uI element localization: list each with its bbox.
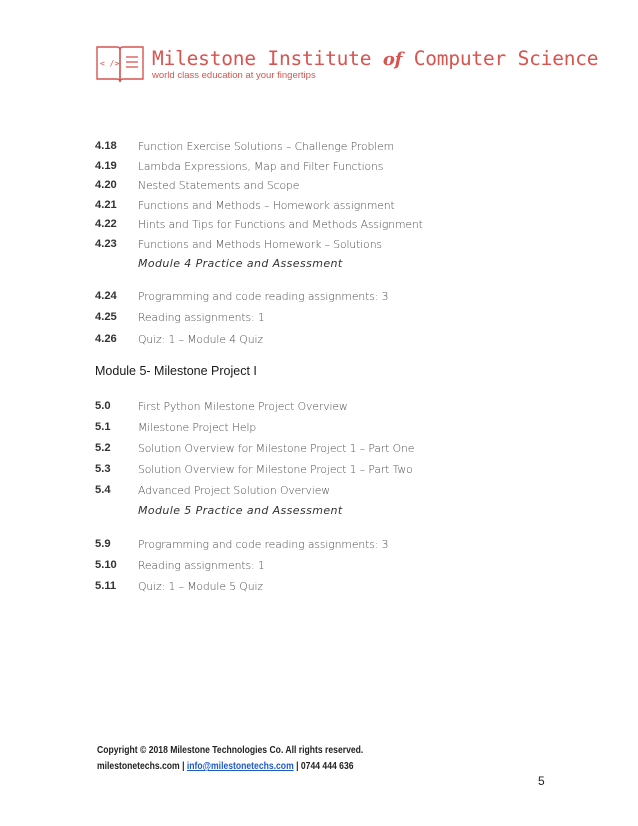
toc-row — [95, 480, 555, 500]
toc-row — [95, 396, 555, 416]
toc-row — [95, 534, 555, 554]
toc-title: Solution Overview for Milestone Project 1 – Part Two — [138, 462, 413, 476]
logo-glyph: < /> — [100, 59, 120, 68]
footer-contact — [97, 761, 354, 772]
toc-title: Quiz: 1 – Module 4 Quiz — [138, 332, 263, 346]
toc-number: 5.9 — [95, 538, 111, 550]
toc-number: 4.24 — [95, 290, 117, 302]
brand-title-of: of — [382, 49, 403, 70]
toc-number: 4.18 — [95, 140, 117, 152]
toc-row — [95, 417, 555, 437]
toc-number: 4.23 — [95, 238, 117, 250]
module-4-assessment-label: Module 4 Practice and Assessment — [138, 257, 343, 270]
page-number: 5 — [538, 774, 545, 788]
toc-row — [95, 438, 555, 458]
footer-phone: 0744 444 636 — [300, 761, 354, 772]
module-5-heading: Module 5- Milestone Project I — [95, 364, 257, 378]
toc-row — [95, 156, 555, 176]
toc-title: Advanced Project Solution Overview — [138, 483, 330, 497]
toc-title: Function Exercise Solutions – Challenge Problem — [138, 139, 395, 153]
tagline: world class education at your fingertips — [152, 70, 316, 81]
toc-title: Lambda Expressions, Map and Filter Functions — [138, 159, 384, 173]
toc-title: Solution Overview for Milestone Project 1 – Part One — [138, 441, 415, 455]
toc-title: Reading assignments: 1 — [138, 310, 265, 324]
toc-number: 4.20 — [95, 179, 117, 191]
toc-number: 4.22 — [95, 218, 117, 230]
toc-title: First Python Milestone Project Overview — [138, 399, 348, 413]
toc-title: Programming and code reading assignments: 3 — [138, 289, 389, 303]
toc-row — [95, 195, 555, 215]
toc-row — [95, 576, 555, 596]
footer-copyright: Copyright © 2018 Milestone Technologies Co. All rights reserved. — [97, 745, 364, 756]
book-code-logo-icon — [95, 44, 145, 84]
brand-title — [152, 47, 598, 70]
toc-row — [95, 175, 555, 195]
toc-number: 5.1 — [95, 421, 111, 433]
toc-number: 5.3 — [95, 463, 111, 475]
toc-row — [95, 214, 555, 234]
footer-separator: | — [293, 761, 301, 772]
toc-title: Programming and code reading assignments: 3 — [138, 537, 389, 551]
toc-row — [95, 459, 555, 479]
toc-row — [95, 329, 555, 349]
toc-number: 5.11 — [95, 580, 117, 592]
toc-title: Reading assignments: 1 — [138, 558, 265, 572]
toc-number: 5.0 — [95, 400, 111, 412]
toc-row — [95, 307, 555, 327]
module-5-assessment-label: Module 5 Practice and Assessment — [138, 504, 343, 517]
footer-site: milestonetechs.com — [97, 761, 180, 772]
toc-row — [95, 555, 555, 575]
toc-title: Quiz: 1 – Module 5 Quiz — [138, 579, 263, 593]
toc-number: 4.21 — [95, 199, 117, 211]
toc-number: 5.4 — [95, 484, 111, 496]
toc-number: 5.10 — [95, 559, 117, 571]
toc-number: 5.2 — [95, 442, 111, 454]
brand-title-part1: Milestone Institute — [152, 47, 383, 70]
toc-number: 4.26 — [95, 333, 117, 345]
toc-row — [95, 136, 555, 156]
footer-email-link[interactable]: info@milestonetechs.com — [186, 761, 294, 772]
toc-row — [95, 286, 555, 306]
toc-title: Milestone Project Help — [138, 420, 257, 434]
toc-title: Hints and Tips for Functions and Methods Assignment — [138, 217, 423, 231]
toc-title: Functions and Methods – Homework assignment — [138, 198, 395, 212]
toc-title: Functions and Methods Homework – Solutions — [138, 237, 382, 251]
toc-number: 4.25 — [95, 311, 117, 323]
footer-separator: | — [179, 761, 187, 772]
brand-title-part2: Computer Science — [402, 47, 599, 70]
toc-row — [95, 234, 555, 254]
toc-title: Nested Statements and Scope — [138, 178, 300, 192]
toc-number: 4.19 — [95, 160, 117, 172]
